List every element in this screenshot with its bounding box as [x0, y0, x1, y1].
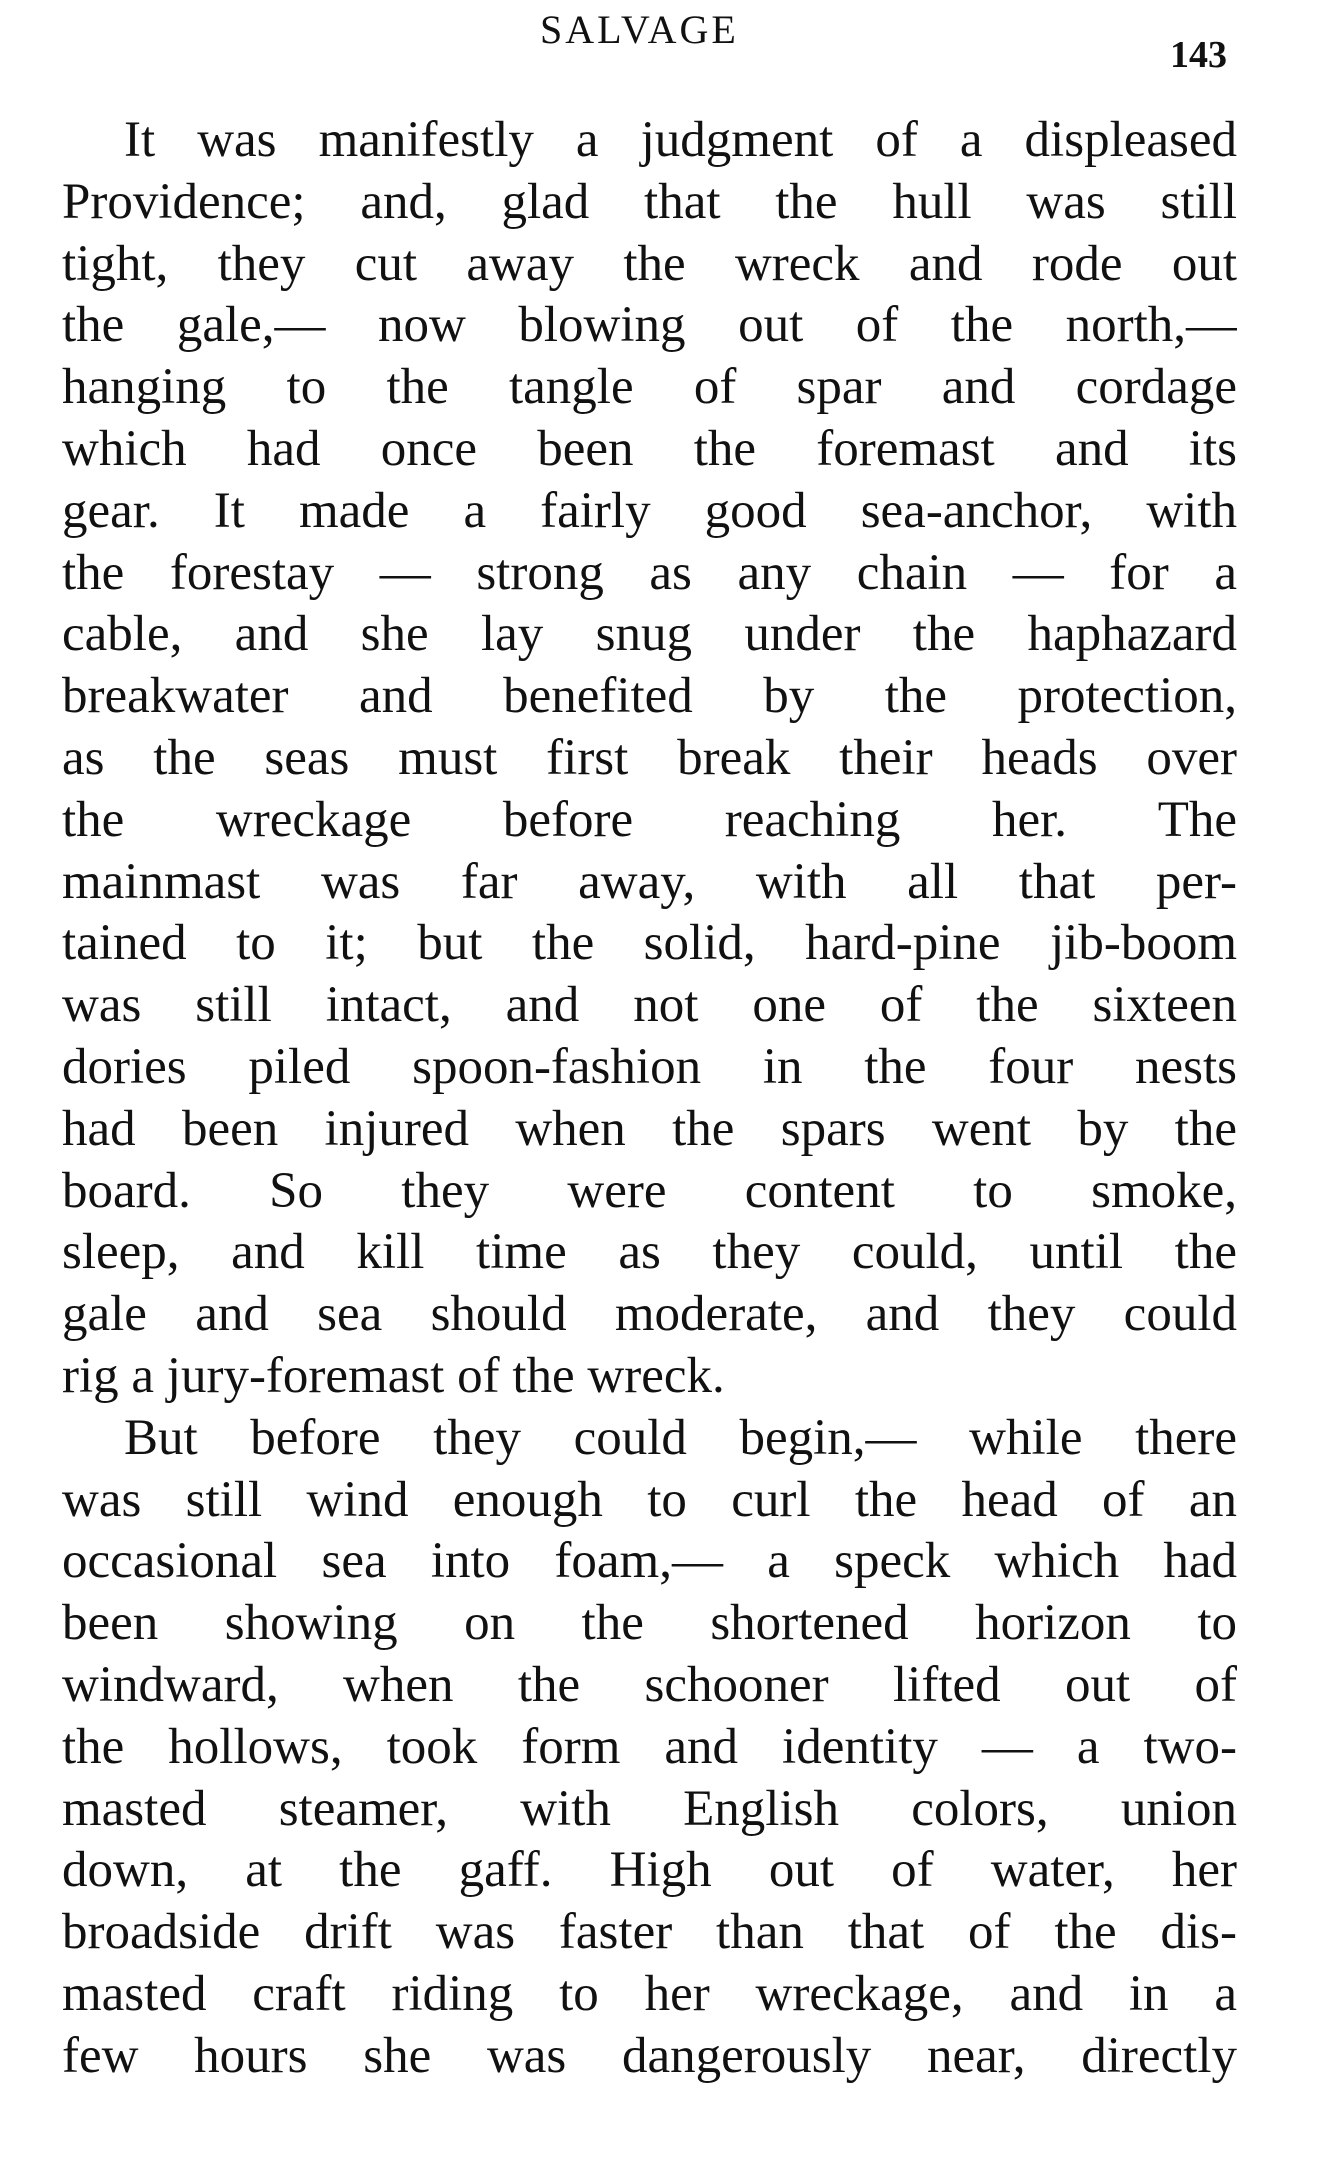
- text-line: had been injured when the spars went by the: [62, 1100, 1237, 1157]
- running-head: SALVAGE: [540, 7, 739, 52]
- text-line: down, at the gaff. High out of water, her: [62, 1842, 1237, 1899]
- text-line: was still intact, and not one of the sixteen: [62, 977, 1237, 1034]
- page-number: 143: [1170, 34, 1227, 76]
- text-line: few hours she was dangerously near, directly: [62, 2027, 1237, 2084]
- text-line: Providence; and, glad that the hull was still: [62, 173, 1237, 230]
- text-line: gale and sea should moderate, and they could: [62, 1286, 1237, 1343]
- text-line: was still wind enough to curl the head of an: [62, 1471, 1237, 1528]
- text-line: board. So they were content to smoke,: [62, 1162, 1237, 1219]
- text-line: the wreckage before reaching her. The: [62, 791, 1237, 848]
- text-line: mainmast was far away, with all that per-: [62, 853, 1237, 910]
- text-line: windward, when the schooner lifted out of: [62, 1656, 1237, 1713]
- text-line: as the seas must first break their heads over: [62, 729, 1237, 786]
- text-line: hanging to the tangle of spar and cordage: [62, 359, 1237, 416]
- text-line: dories piled spoon-fashion in the four nests: [62, 1038, 1237, 1095]
- text-line: tained to it; but the solid, hard-pine jib-boom: [62, 915, 1237, 972]
- text-line: occasional sea into foam,— a speck which had: [62, 1533, 1237, 1590]
- text-line: the forestay — strong as any chain — for a: [62, 544, 1237, 601]
- text-line: rig a jury-foremast of the wreck.: [62, 1347, 725, 1404]
- body-text: [62, 110, 1237, 2088]
- text-line: which had once been the foremast and its: [62, 420, 1237, 477]
- text-line: the gale,— now blowing out of the north,—: [62, 297, 1237, 354]
- text-line: tight, they cut away the wreck and rode out: [62, 235, 1237, 292]
- text-line: broadside drift was faster than that of the dis-: [62, 1904, 1237, 1961]
- text-line: masted craft riding to her wreckage, and in a: [62, 1965, 1237, 2022]
- text-line: gear. It made a fairly good sea-anchor, with: [62, 482, 1237, 539]
- text-line: cable, and she lay snug under the haphazard: [62, 606, 1237, 663]
- text-line: masted steamer, with English colors, union: [62, 1780, 1237, 1837]
- text-line: been showing on the shortened horizon to: [62, 1595, 1237, 1652]
- text-line: the hollows, took form and identity — a two-: [62, 1718, 1237, 1775]
- text-line: breakwater and benefited by the protection,: [62, 668, 1237, 725]
- text-line: It was manifestly a judgment of a displeased: [124, 112, 1237, 168]
- text-line: But before they could begin,— while there: [124, 1409, 1237, 1466]
- text-line: sleep, and kill time as they could, until the: [62, 1224, 1237, 1281]
